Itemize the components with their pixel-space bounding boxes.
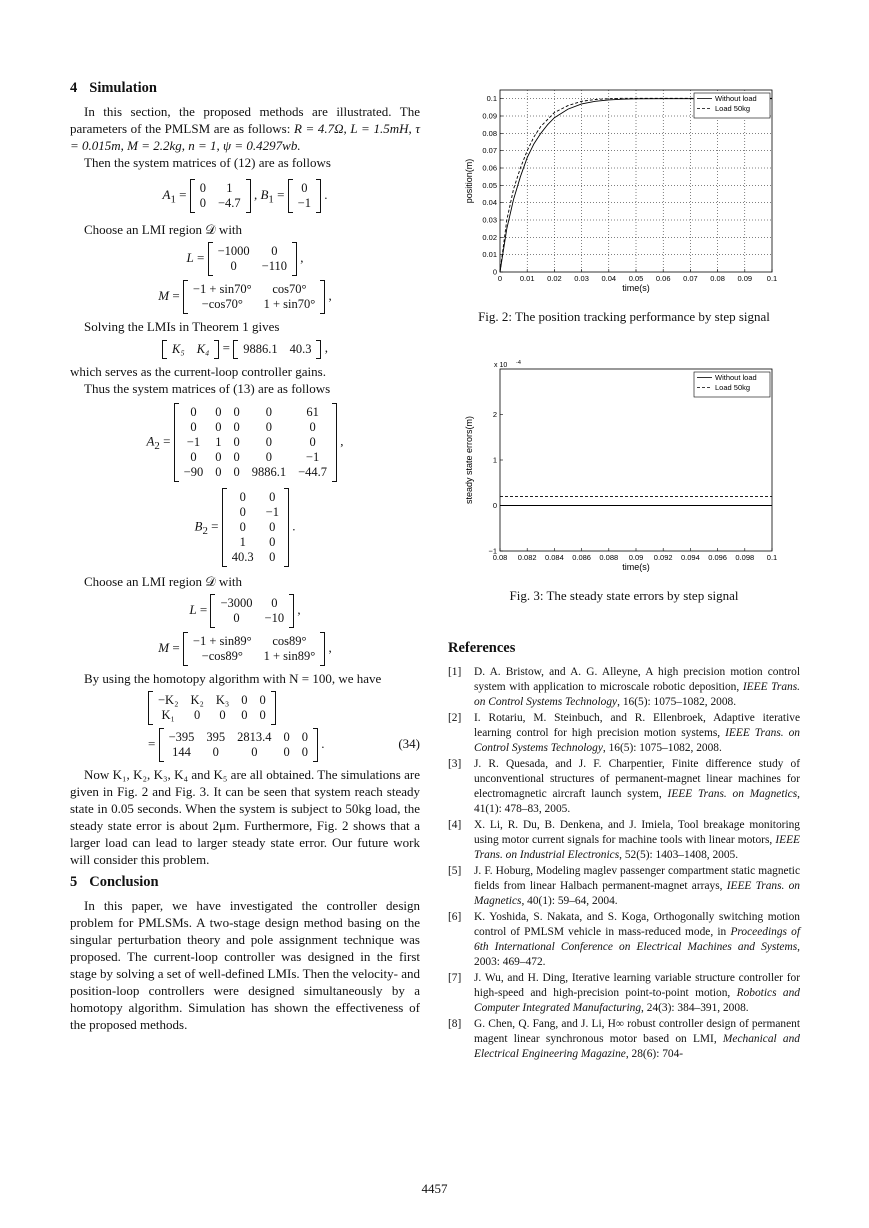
equation-34: −K₂ K₂ K₃ 0 0 K₁ 0 0 0 0 = −395 395 2813.4 0 0 144 0 0 0 0 . (34) bbox=[70, 691, 420, 762]
matrix-cell: −44.7 bbox=[298, 464, 328, 479]
legend-entry: Load 50kg bbox=[715, 383, 751, 392]
matrix-cell: cos70° bbox=[272, 282, 307, 296]
matrix-cell: 0 bbox=[215, 449, 222, 464]
y-tick-label: 0.03 bbox=[482, 215, 497, 225]
matrix-cell: 0 bbox=[269, 489, 276, 504]
paragraph: Choose an LMI region 𝒟 with bbox=[84, 573, 243, 589]
reference-tail: , 28(6): 704- bbox=[625, 1048, 684, 1060]
left-column bbox=[70, 80, 420, 1033]
matrix-cell: −1 bbox=[297, 196, 311, 210]
matrix-K-values bbox=[237, 342, 317, 357]
y-axis-label: position(m) bbox=[464, 158, 474, 204]
reference-number: [4] bbox=[448, 819, 462, 831]
reference-item bbox=[448, 818, 800, 863]
paragraph: Choose an LMI region 𝒟 with bbox=[84, 222, 243, 237]
matrix-cell: −1 + sin89° bbox=[192, 633, 252, 648]
reference-item bbox=[448, 711, 800, 756]
reference-number: [6] bbox=[448, 911, 462, 923]
matrix-cell: −1 bbox=[305, 449, 320, 464]
y-tick-label: 0.07 bbox=[482, 146, 497, 156]
matrix-cell: −cos70° bbox=[201, 297, 243, 311]
reference-text: J. F. Hoburg, Modeling maglev passenger compartment static magnetic fields from linear Halbach permanent-magnet arrays, bbox=[474, 865, 800, 892]
reference-tail: , 16(5): 1075–1082, 2008. bbox=[617, 696, 737, 708]
y-tick-label: 0.09 bbox=[482, 111, 497, 121]
y-multiplier-exponent: -4 bbox=[516, 360, 521, 366]
x-tick-label: 0.092 bbox=[653, 553, 673, 562]
figure-3-caption: Fig. 3: The steady state errors by step signal bbox=[509, 588, 739, 603]
figure-2 bbox=[448, 80, 800, 325]
paragraph: In this paper, we have investigated the controller design problem for PMLSMs. A two-stage design method basing on the singular perturbation theory and pole assignment technique was proposed. The current-loop controller was designed in the first stage by solving a set of well-defined LMIs. Then the velocity- and position-loop controllers were designed simultaneously by a homotopy algorithm. Simulation has shown the effectiveness of the proposed methods. bbox=[70, 897, 420, 1032]
paragraph: By using the homotopy algorithm with N = 100, we have bbox=[84, 670, 382, 686]
x-tick-label: 0.09 bbox=[737, 274, 753, 283]
matrix-cell: 0 bbox=[219, 707, 226, 722]
matrix-cell: 0 bbox=[265, 419, 273, 434]
paragraph: Thus the system matrices of (13) are as follows bbox=[84, 380, 331, 396]
reference-list bbox=[448, 665, 800, 1062]
section-5-heading: 5 Conclusion bbox=[70, 873, 159, 890]
matrix-cell: 0 bbox=[309, 419, 316, 434]
reference-item bbox=[448, 1017, 800, 1062]
x-axis-label: time(s) bbox=[622, 283, 650, 293]
right-column bbox=[448, 80, 800, 1063]
page-number: 4457 bbox=[421, 1181, 448, 1196]
matrix-cell: 0 bbox=[283, 744, 290, 759]
matrix-cell: 1 bbox=[239, 534, 246, 549]
matrix-cell: 0 bbox=[215, 404, 222, 419]
x-tick-label: 0.03 bbox=[574, 274, 589, 283]
matrix-cell: 9886.1 bbox=[243, 341, 278, 356]
reference-venue: IEEE Trans. on Magnetics bbox=[667, 788, 798, 800]
matrix-cell: 0 bbox=[233, 610, 240, 625]
matrix-cell: 1 + sin70° bbox=[263, 297, 316, 311]
equation-L1: L = −1000 0 0 −110 , bbox=[70, 242, 420, 276]
x-tick-label: 0.01 bbox=[519, 274, 535, 283]
matrix-cell: 0 bbox=[215, 419, 222, 434]
reference-venue: Mechanical and Electrical Engineering Magazine bbox=[474, 1033, 801, 1060]
legend-entry: Load 50kg bbox=[715, 104, 751, 113]
matrix-M2 bbox=[187, 634, 321, 664]
matrix-cell: −90 bbox=[183, 464, 204, 479]
reference-number: [7] bbox=[448, 972, 462, 984]
reference-item bbox=[448, 864, 800, 909]
y-tick-label: 0.08 bbox=[482, 128, 497, 138]
matrix-cell: −1 bbox=[186, 434, 201, 449]
section-4-heading: 4 Simulation bbox=[70, 80, 157, 96]
matrix-cell: 0 bbox=[233, 404, 240, 419]
equation-A2: $A_2$ = 0 0 0 0 61 0 0 0 0 0 −1 1 0 0 0 0 0 0 0 −1 −90 0 0 9886.1 −44.7 , bbox=[70, 403, 420, 482]
x-tick-label: 0.06 bbox=[655, 274, 671, 283]
paragraph: which serves as the current-loop controller gains. bbox=[70, 363, 326, 379]
matrix-cell: K₂ bbox=[190, 692, 204, 707]
matrix-cell: 0 bbox=[301, 729, 309, 744]
reference-item bbox=[448, 971, 800, 1016]
paragraph: Now K₁, K₂, K₃, K₄ and K₅ are all obtained. The simulations are given in Fig. 2 and Fig. 3. It can be seen that system reach steady state in 0.05 seconds. When the system is subject to 50kg load, the steady state error is about 2μm. Furthermore, Fig. 2 shows that a larger load can lead to larger steady state error. Our future work will consider this problem. bbox=[70, 766, 420, 867]
y-tick-label: 0 bbox=[492, 501, 497, 510]
matrix-cell: −1000 bbox=[217, 244, 250, 258]
matrix-cell: 0 bbox=[233, 434, 240, 449]
x-tick-label: 0.07 bbox=[683, 274, 698, 283]
matrix-cell: 0 bbox=[215, 464, 222, 479]
y-tick-label: 2 bbox=[492, 410, 497, 419]
x-tick-label: 0 bbox=[497, 274, 503, 283]
reference-text: J. R. Quesada, and J. F. Charpentier, Finite difference study of unconventional structures of permanent-magnet linear machines for electromagnetic aircraft launch system, bbox=[474, 758, 800, 800]
matrix-gains-symbolic bbox=[152, 693, 272, 723]
matrix-cell: 0 bbox=[190, 449, 197, 464]
matrix-cell: 0 bbox=[265, 404, 273, 419]
matrix-cell: 0 bbox=[212, 744, 219, 759]
equation-B2: $B_2$ = 0 0 0 −1 0 0 1 0 40.3 0 . bbox=[70, 488, 420, 567]
matrix-A2 bbox=[178, 405, 333, 480]
matrix-cell: −395 bbox=[168, 729, 195, 744]
matrix-cell: 61 bbox=[306, 404, 319, 419]
matrix-gains-values bbox=[163, 730, 314, 760]
x-tick-label: 0.08 bbox=[710, 274, 725, 283]
references-heading: References bbox=[448, 640, 516, 656]
x-tick-label: 0.04 bbox=[601, 274, 617, 283]
reference-tail: , 41(1): 478–83, 2005. bbox=[474, 788, 801, 815]
reference-tail: , 2003: 469–472. bbox=[474, 941, 800, 968]
matrix-cell: K₁ bbox=[161, 707, 175, 722]
matrix-cell: 0 bbox=[251, 744, 258, 759]
matrix-cell: 0 bbox=[199, 181, 206, 195]
reference-tail: , 24(3): 384–391, 2008. bbox=[641, 1002, 749, 1014]
matrix-cell: 0 bbox=[194, 707, 201, 722]
matrix-cell: 0 bbox=[241, 707, 248, 722]
matrix-cell: −10 bbox=[264, 610, 285, 625]
x-tick-label: 0.088 bbox=[599, 553, 619, 562]
reference-item bbox=[448, 665, 800, 710]
x-tick-label: 0.084 bbox=[545, 553, 564, 562]
x-tick-label: 0.05 bbox=[628, 274, 644, 283]
x-tick-label: 0.09 bbox=[628, 553, 644, 562]
matrix-cell: cos89° bbox=[272, 633, 307, 648]
matrix-cell: K₄ bbox=[196, 341, 210, 356]
x-tick-label: 0.082 bbox=[517, 553, 537, 562]
matrix-cell: −110 bbox=[261, 259, 287, 273]
y-tick-label: 0.01 bbox=[482, 250, 497, 260]
reference-number: [2] bbox=[448, 712, 462, 724]
y-multiplier: x 10 bbox=[494, 362, 508, 369]
matrix-cell: 0 bbox=[269, 519, 276, 534]
matrix-cell: 0 bbox=[265, 449, 273, 464]
matrix-cell: 0 bbox=[269, 549, 276, 564]
matrix-cell: 0 bbox=[233, 464, 240, 479]
reference-tail: , 52(5): 1403–1408, 2005. bbox=[619, 849, 739, 861]
x-tick-label: 0.08 bbox=[492, 553, 508, 562]
matrix-cell: K₅ bbox=[172, 341, 185, 356]
matrix-cell: 0 bbox=[239, 504, 246, 519]
figure-2-caption: Fig. 2: The position tracking performance by step signal bbox=[478, 309, 770, 324]
reference-text: X. Li, R. Du, B. Denkena, and J. Imiela, Tool breakage monitoring using motor current signals for machine tools with linear motors, bbox=[474, 819, 800, 846]
reference-venue: Robotics and Computer Integrated Manufacturing bbox=[474, 987, 800, 1014]
matrix-cell: 0 bbox=[233, 419, 240, 434]
matrix-cell: 0 bbox=[239, 519, 246, 534]
x-tick-label: 0.02 bbox=[547, 274, 562, 283]
y-tick-label: 0.04 bbox=[482, 198, 497, 208]
reference-text: D. A. Bristow, and A. G. Alleyne, A high precision motion control system with application to microscale robotic deposition, bbox=[474, 666, 800, 693]
figure-3 bbox=[448, 359, 800, 604]
matrix-cell: 395 bbox=[206, 729, 226, 744]
reference-item bbox=[448, 910, 800, 970]
reference-number: [5] bbox=[448, 865, 462, 877]
matrix-cell: 0 bbox=[239, 489, 246, 504]
matrix-cell: 0 bbox=[233, 449, 240, 464]
matrix-cell: 1 bbox=[226, 181, 233, 195]
matrix-cell: 0 bbox=[190, 404, 197, 419]
x-tick-label: 0.096 bbox=[708, 553, 727, 562]
matrix-cell: 0 bbox=[259, 707, 266, 722]
matrix-cell: 0 bbox=[309, 434, 316, 449]
matrix-cell: 0 bbox=[271, 244, 278, 258]
matrix-cell: 1 bbox=[215, 434, 222, 449]
matrix-cell: 0 bbox=[241, 692, 248, 707]
matrix-cell: 40.3 bbox=[231, 549, 254, 564]
matrix-cell: 40.3 bbox=[289, 341, 312, 356]
equation-M2: M = −1 + sin89° cos89° −cos89° 1 + sin89° , bbox=[70, 632, 420, 666]
reference-number: [8] bbox=[448, 1018, 462, 1030]
reference-venue: IEEE Trans. on Control Systems Technology bbox=[474, 727, 801, 754]
equation-K5-K4: K₅ K₄ = 9886.1 40.3 , bbox=[70, 339, 420, 359]
equation-number: (34) bbox=[398, 735, 420, 751]
matrix-cell: 0 bbox=[269, 534, 276, 549]
x-tick-label: 0.086 bbox=[572, 553, 591, 562]
matrix-cell: 0 bbox=[190, 419, 197, 434]
y-tick-label: 0.02 bbox=[482, 232, 497, 242]
steady-state-error-chart bbox=[448, 359, 800, 577]
matrix-cell: 9886.1 bbox=[251, 464, 287, 479]
y-tick-label: 0.05 bbox=[482, 180, 497, 190]
reference-venue: IEEE Trans. on Control Systems Technology bbox=[474, 681, 800, 708]
reference-venue: IEEE Trans. on Magnetics bbox=[474, 880, 801, 907]
x-axis-label: time(s) bbox=[622, 562, 650, 572]
matrix-cell: 1 + sin89° bbox=[263, 648, 316, 663]
reference-tail: , 40(1): 59–64, 2004. bbox=[521, 895, 618, 907]
equation-M1: M = −1 + sin70° cos70° −cos70° 1 + sin70° , bbox=[70, 280, 420, 314]
matrix-cell: −cos89° bbox=[201, 648, 243, 663]
matrix-cell: 144 bbox=[172, 744, 191, 759]
matrix-cell: 2813.4 bbox=[237, 729, 272, 744]
x-tick-label: 0.094 bbox=[681, 553, 700, 562]
reference-text: J. Wu, and H. Ding, Iterative learning variable structure controller for high-speed and high-precision point-to-point motion, bbox=[474, 972, 800, 999]
matrix-M1 bbox=[187, 282, 321, 312]
equation-A1-B1: $A_1$ = 0 1 0 −4.7 , $B_1$ = 0 −1 . bbox=[70, 179, 420, 213]
reference-text: G. Chen, Q. Fang, and J. Li, H∞ robust controller design of permanent magent linear synchronous motor based on LMI, bbox=[474, 1018, 800, 1045]
y-tick-label: 0 bbox=[492, 267, 497, 277]
legend-entry: Without load bbox=[715, 373, 757, 382]
matrix-cell: −4.7 bbox=[218, 196, 241, 210]
paragraph: In this section, the proposed methods are illustrated. The parameters of the PMLSM are as follows: R = 4.7Ω, L = 1.5mH, τ = 0.015m, M = 2.2kg, n = 1, ψ = 0.4297wb. bbox=[70, 104, 420, 153]
reference-item bbox=[448, 757, 800, 817]
matrix-B2 bbox=[226, 490, 285, 565]
matrix-cell: 0 bbox=[199, 196, 206, 210]
matrix-cell: K₃ bbox=[215, 692, 230, 707]
x-tick-label: 0.1 bbox=[766, 553, 778, 562]
reference-tail: , 16(5): 1075–1082, 2008. bbox=[602, 742, 722, 754]
matrix-B1 bbox=[292, 181, 317, 211]
x-tick-label: 0.1 bbox=[766, 274, 778, 283]
matrix-K-symbols bbox=[166, 342, 215, 357]
matrix-cell: 0 bbox=[259, 692, 266, 707]
x-tick-label: 0.098 bbox=[735, 553, 755, 562]
matrix-cell: 0 bbox=[265, 434, 273, 449]
reference-venue: IEEE Trans. on Industrial Electronics bbox=[474, 834, 800, 861]
y-axis-label: steady state errors(m) bbox=[464, 415, 474, 505]
matrix-cell: −1 + sin70° bbox=[192, 282, 252, 296]
y-tick-label: 1 bbox=[492, 455, 497, 465]
y-tick-label: −1 bbox=[488, 546, 497, 556]
position-chart bbox=[448, 80, 800, 298]
matrix-cell: 0 bbox=[271, 595, 278, 610]
matrix-cell: −K₂ bbox=[158, 692, 179, 707]
reference-venue: Proceedings of 6th International Conference on Electrical Machines and Systems bbox=[474, 926, 800, 953]
y-tick-label: 0.06 bbox=[482, 163, 497, 173]
reference-number: [3] bbox=[448, 758, 462, 770]
matrix-cell: 0 bbox=[301, 181, 308, 195]
matrix-A1 bbox=[194, 181, 247, 211]
matrix-cell: 0 bbox=[230, 259, 237, 273]
equation-L2: L = −3000 0 0 −10 , bbox=[70, 594, 420, 628]
matrix-cell: 0 bbox=[283, 729, 290, 744]
y-tick-label: 0.1 bbox=[486, 94, 497, 104]
matrix-L2 bbox=[214, 596, 290, 626]
legend-entry: Without load bbox=[715, 94, 757, 103]
reference-text: I. Rotariu, M. Steinbuch, and R. Ellenbroek, Adaptive iterative learning control for high precision motion systems, bbox=[474, 712, 800, 739]
paragraph: Then the system matrices of (12) are as follows bbox=[84, 155, 331, 170]
matrix-cell: 0 bbox=[301, 744, 309, 759]
reference-number: [1] bbox=[448, 666, 462, 678]
matrix-cell: −1 bbox=[265, 504, 279, 519]
matrix-cell: −3000 bbox=[220, 595, 253, 610]
reference-text: K. Yoshida, S. Nakata, and S. Koga, Orthogonally switching motion control of PMLSM vehicle in mass-reduced mode, in bbox=[474, 911, 800, 938]
matrix-L1 bbox=[212, 244, 293, 274]
paragraph: Solving the LMIs in Theorem 1 gives bbox=[84, 319, 280, 334]
